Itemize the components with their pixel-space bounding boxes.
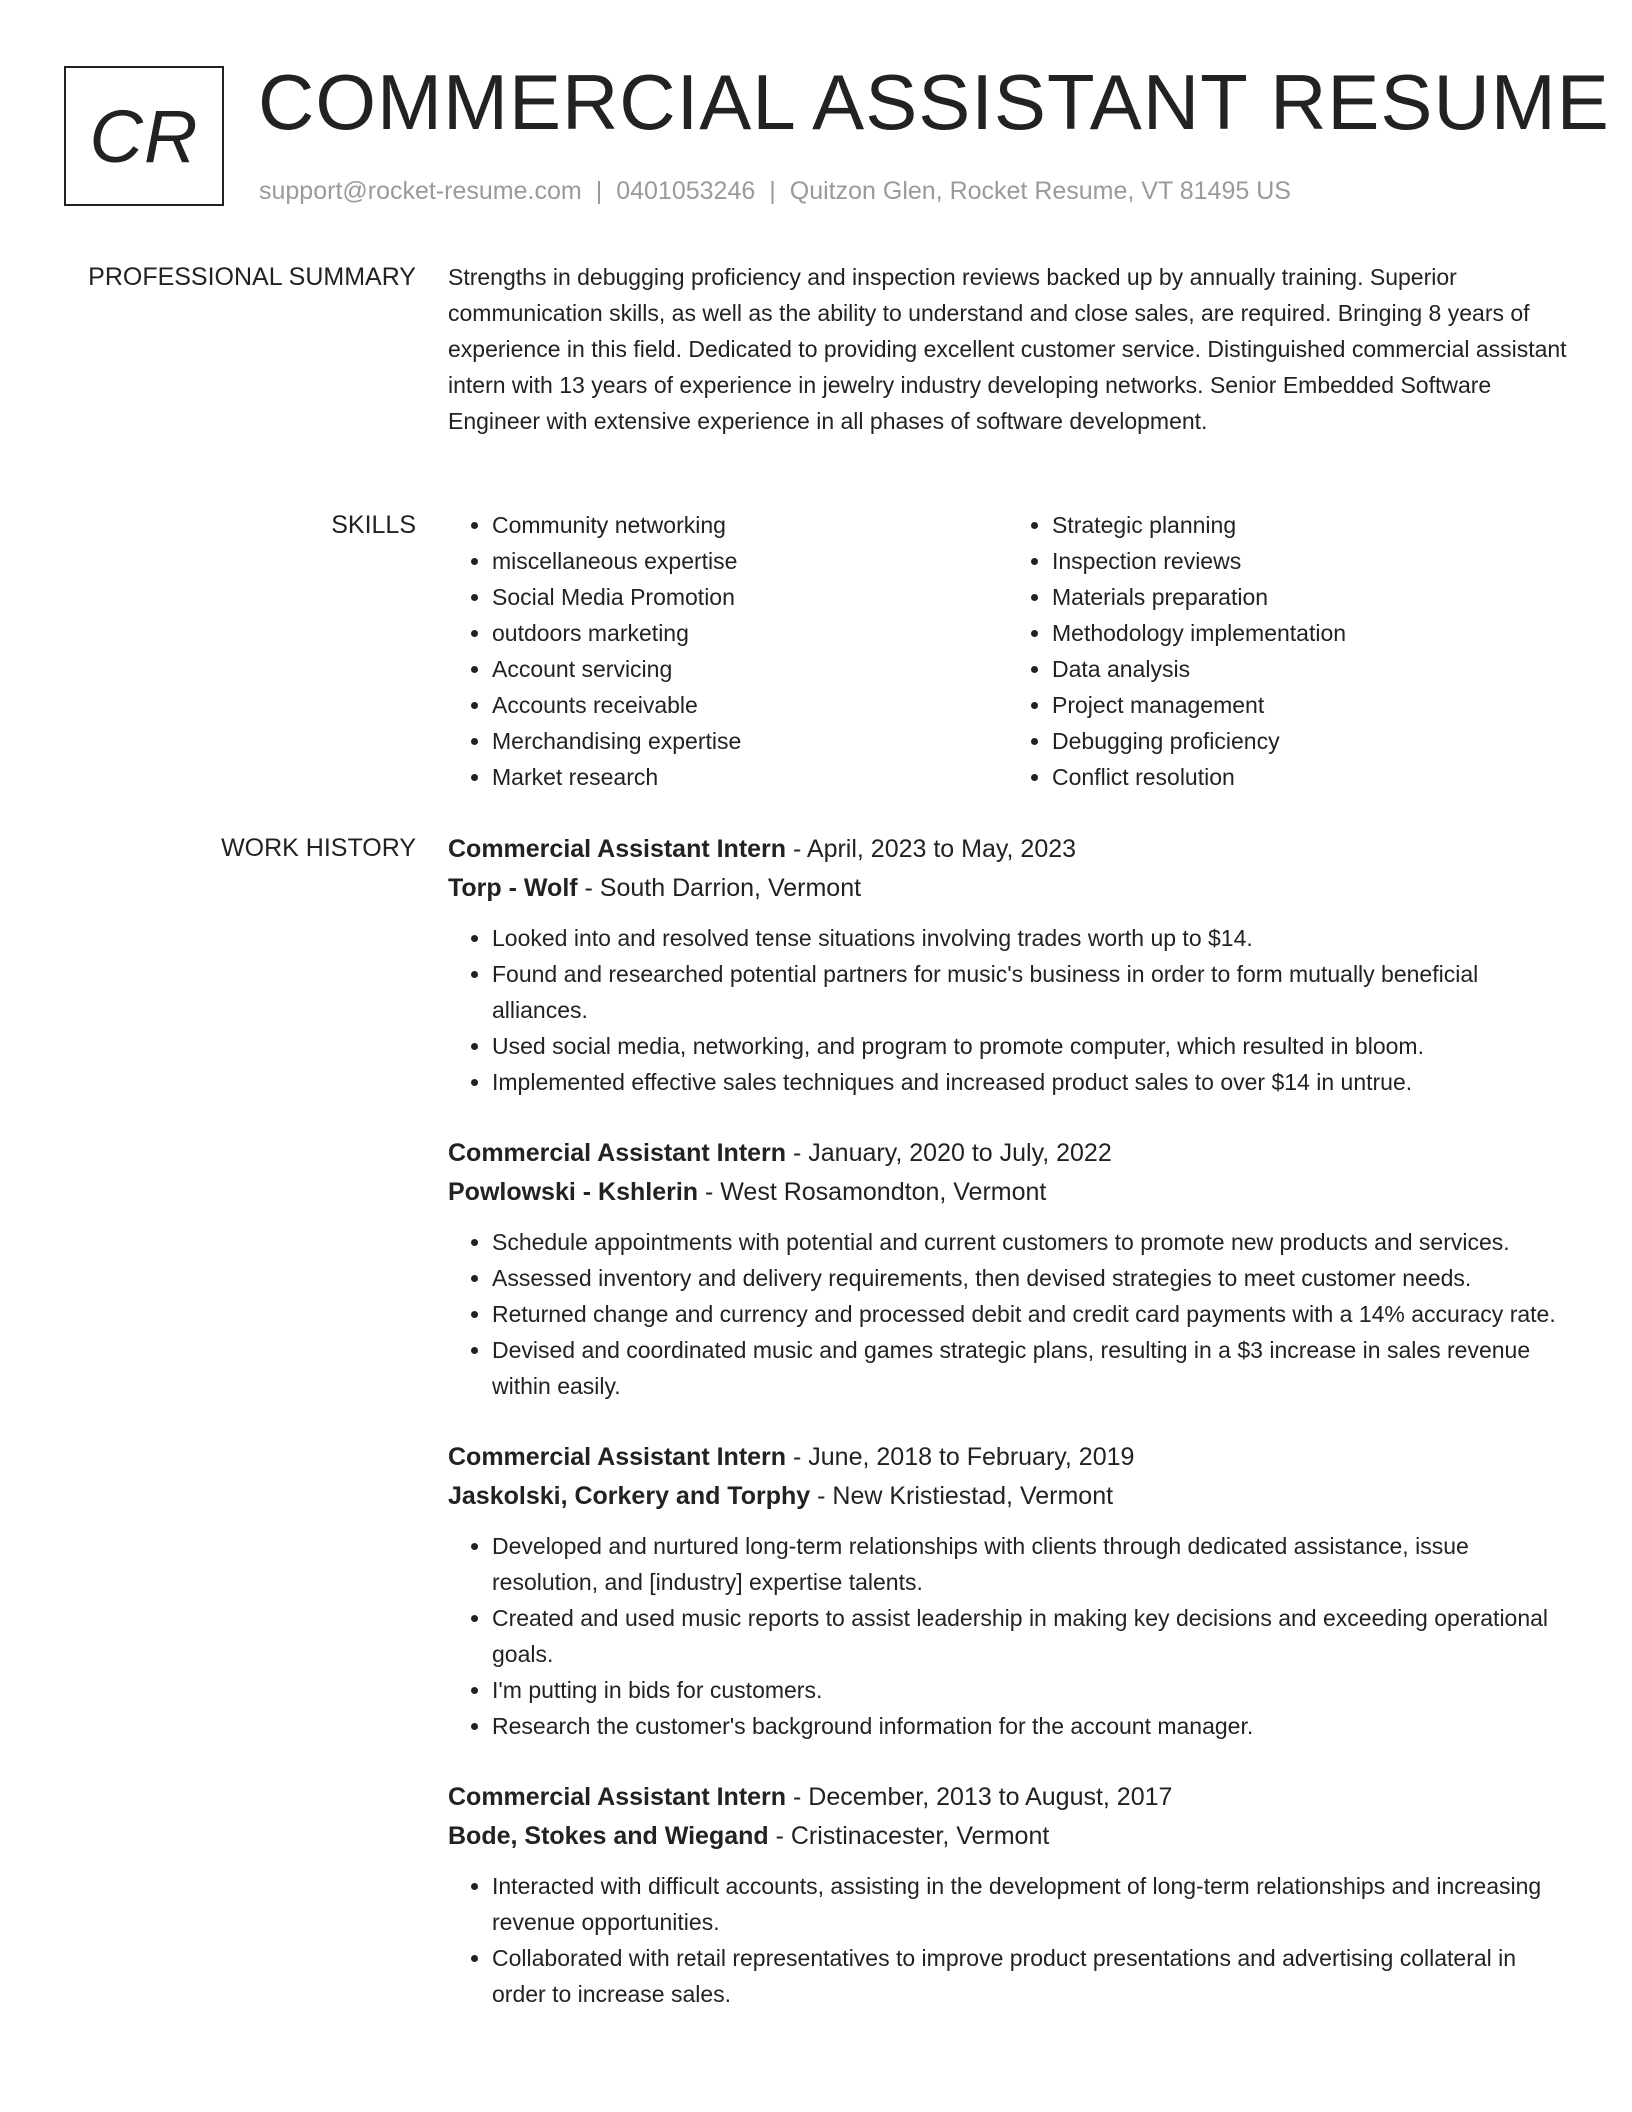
- job-entry: [448, 830, 1568, 1100]
- skill-item: • outdoors marketing: [492, 615, 1008, 651]
- job-bullet: • Schedule appointments with potential and current customers to promote new products and services.: [492, 1224, 1568, 1260]
- job-company-line: [448, 868, 1568, 908]
- job-bullet: • Used social media, networking, and program to promote computer, which resulted in bloom.: [492, 1028, 1568, 1064]
- skill-item: • Market research: [492, 759, 1008, 795]
- contact-address: Quitzon Glen, Rocket Resume, VT 81495 US: [789, 177, 1291, 205]
- job-title: Commercial Assistant Intern: [448, 1783, 787, 1811]
- job-bullet: • Research the customer's background information for the account manager.: [492, 1708, 1568, 1744]
- job-dates: - June, 2018 to February, 2019: [786, 1443, 1135, 1471]
- job-title: Commercial Assistant Intern: [448, 835, 787, 863]
- job-bullet: • Looked into and resolved tense situations involving trades worth up to $14.: [492, 920, 1568, 956]
- job-company-line: [448, 1816, 1568, 1856]
- job-bullet: • Returned change and currency and processed debit and credit card payments with a 14% accuracy rate.: [492, 1296, 1568, 1332]
- job-location: - New Kristiestad, Vermont: [810, 1482, 1114, 1510]
- job-dates: - April, 2023 to May, 2023: [786, 835, 1077, 863]
- skill-item: • Social Media Promotion: [492, 579, 1008, 615]
- job-bullet: • I'm putting in bids for customers.: [492, 1672, 1568, 1708]
- skills-column-right: [1008, 507, 1568, 795]
- skill-item: • Strategic planning: [1052, 507, 1568, 543]
- job-title-line: [448, 830, 1568, 868]
- skill-item: • Inspection reviews: [1052, 543, 1568, 579]
- job-bullet: • Devised and coordinated music and games strategic plans, resulting in a $3 increase in sales revenue within easily.: [492, 1332, 1568, 1404]
- job-company: Bode, Stokes and Wiegand: [448, 1822, 769, 1850]
- job-title-line: [448, 1778, 1568, 1816]
- skill-item: • Methodology implementation: [1052, 615, 1568, 651]
- summary-body: [448, 259, 1568, 439]
- job-dates: - January, 2020 to July, 2022: [786, 1139, 1112, 1167]
- section-label-summary: PROFESSIONAL SUMMARY: [88, 263, 416, 291]
- job-entry: [448, 1134, 1568, 1404]
- job-bullet: • Implemented effective sales techniques and increased product sales to over $14 in untrue.: [492, 1064, 1568, 1100]
- contact-phone: 0401053246: [616, 177, 756, 205]
- job-title-line: [448, 1438, 1568, 1476]
- job-entry: [448, 1778, 1568, 2012]
- resume-title: COMMERCIAL ASSISTANT RESUME: [258, 58, 1610, 146]
- job-dates: - December, 2013 to August, 2017: [786, 1783, 1173, 1811]
- skill-item: • Merchandising expertise: [492, 723, 1008, 759]
- job-company-line: [448, 1172, 1568, 1212]
- skill-item: • Community networking: [492, 507, 1008, 543]
- job-location: - West Rosamondton, Vermont: [698, 1178, 1047, 1206]
- skill-item: • Materials preparation: [1052, 579, 1568, 615]
- job-bullet-list: [448, 1528, 1568, 1744]
- skill-item: • Data analysis: [1052, 651, 1568, 687]
- job-bullet-list: [448, 1224, 1568, 1404]
- job-location: - South Darrion, Vermont: [577, 874, 862, 902]
- job-bullet: • Assessed inventory and delivery requirements, then devised strategies to meet customer needs.: [492, 1260, 1568, 1296]
- skill-item: • miscellaneous expertise: [492, 543, 1008, 579]
- skills-grid: [448, 507, 1568, 795]
- job-entry: [448, 1438, 1568, 1744]
- section-label-work-history: WORK HISTORY: [221, 834, 416, 862]
- job-title: Commercial Assistant Intern: [448, 1443, 787, 1471]
- skill-item: • Account servicing: [492, 651, 1008, 687]
- work-history-body: [448, 830, 1568, 2046]
- job-bullet: • Collaborated with retail representatives to improve product presentations and advertising collateral in order to increase sales.: [492, 1940, 1568, 2012]
- job-title: Commercial Assistant Intern: [448, 1139, 787, 1167]
- skill-item: • Debugging proficiency: [1052, 723, 1568, 759]
- job-bullet: • Interacted with difficult accounts, assisting in the development of long-term relationships and increasing revenue opportunities.: [492, 1868, 1568, 1940]
- job-title-line: [448, 1134, 1568, 1172]
- job-company-line: [448, 1476, 1568, 1516]
- job-company: Torp - Wolf: [448, 874, 578, 902]
- contact-separator: |: [769, 177, 776, 205]
- skills-body: [448, 507, 1568, 795]
- skill-item: • Accounts receivable: [492, 687, 1008, 723]
- skill-item: • Project management: [1052, 687, 1568, 723]
- job-bullet-list: [448, 1868, 1568, 2012]
- skill-item: • Conflict resolution: [1052, 759, 1568, 795]
- contact-line: [259, 174, 1291, 208]
- contact-email: support@rocket-resume.com: [259, 177, 582, 205]
- skills-column-left: [448, 507, 1008, 795]
- job-bullet: • Created and used music reports to assist leadership in making key decisions and exceeding operational goals.: [492, 1600, 1568, 1672]
- job-bullet: • Found and researched potential partners for music's business in order to form mutually beneficial alliances.: [492, 956, 1568, 1028]
- section-label-skills: SKILLS: [331, 511, 416, 539]
- summary-text: Strengths in debugging proficiency and inspection reviews backed up by annually training. Superior communication skills, as well as the ability to understand and close sales, are required. Bringing 8 years of experience in this field. Dedicated to providing excellent customer service. Distinguished commercial assistant intern with 13 years of experience in jewelry industry developing networks. Senior Embedded Software Engineer with extensive experience in all phases of software development.: [448, 264, 1567, 434]
- job-location: - Cristinacester, Vermont: [768, 1822, 1050, 1850]
- monogram-logo: CR: [64, 66, 224, 206]
- job-company: Jaskolski, Corkery and Torphy: [448, 1482, 811, 1510]
- contact-separator: |: [595, 177, 603, 205]
- job-bullet-list: [448, 920, 1568, 1100]
- job-company: Powlowski - Kshlerin: [448, 1178, 699, 1206]
- job-bullet: • Developed and nurtured long-term relationships with clients through dedicated assistance, issue resolution, and [industry] expertise talents.: [492, 1528, 1568, 1600]
